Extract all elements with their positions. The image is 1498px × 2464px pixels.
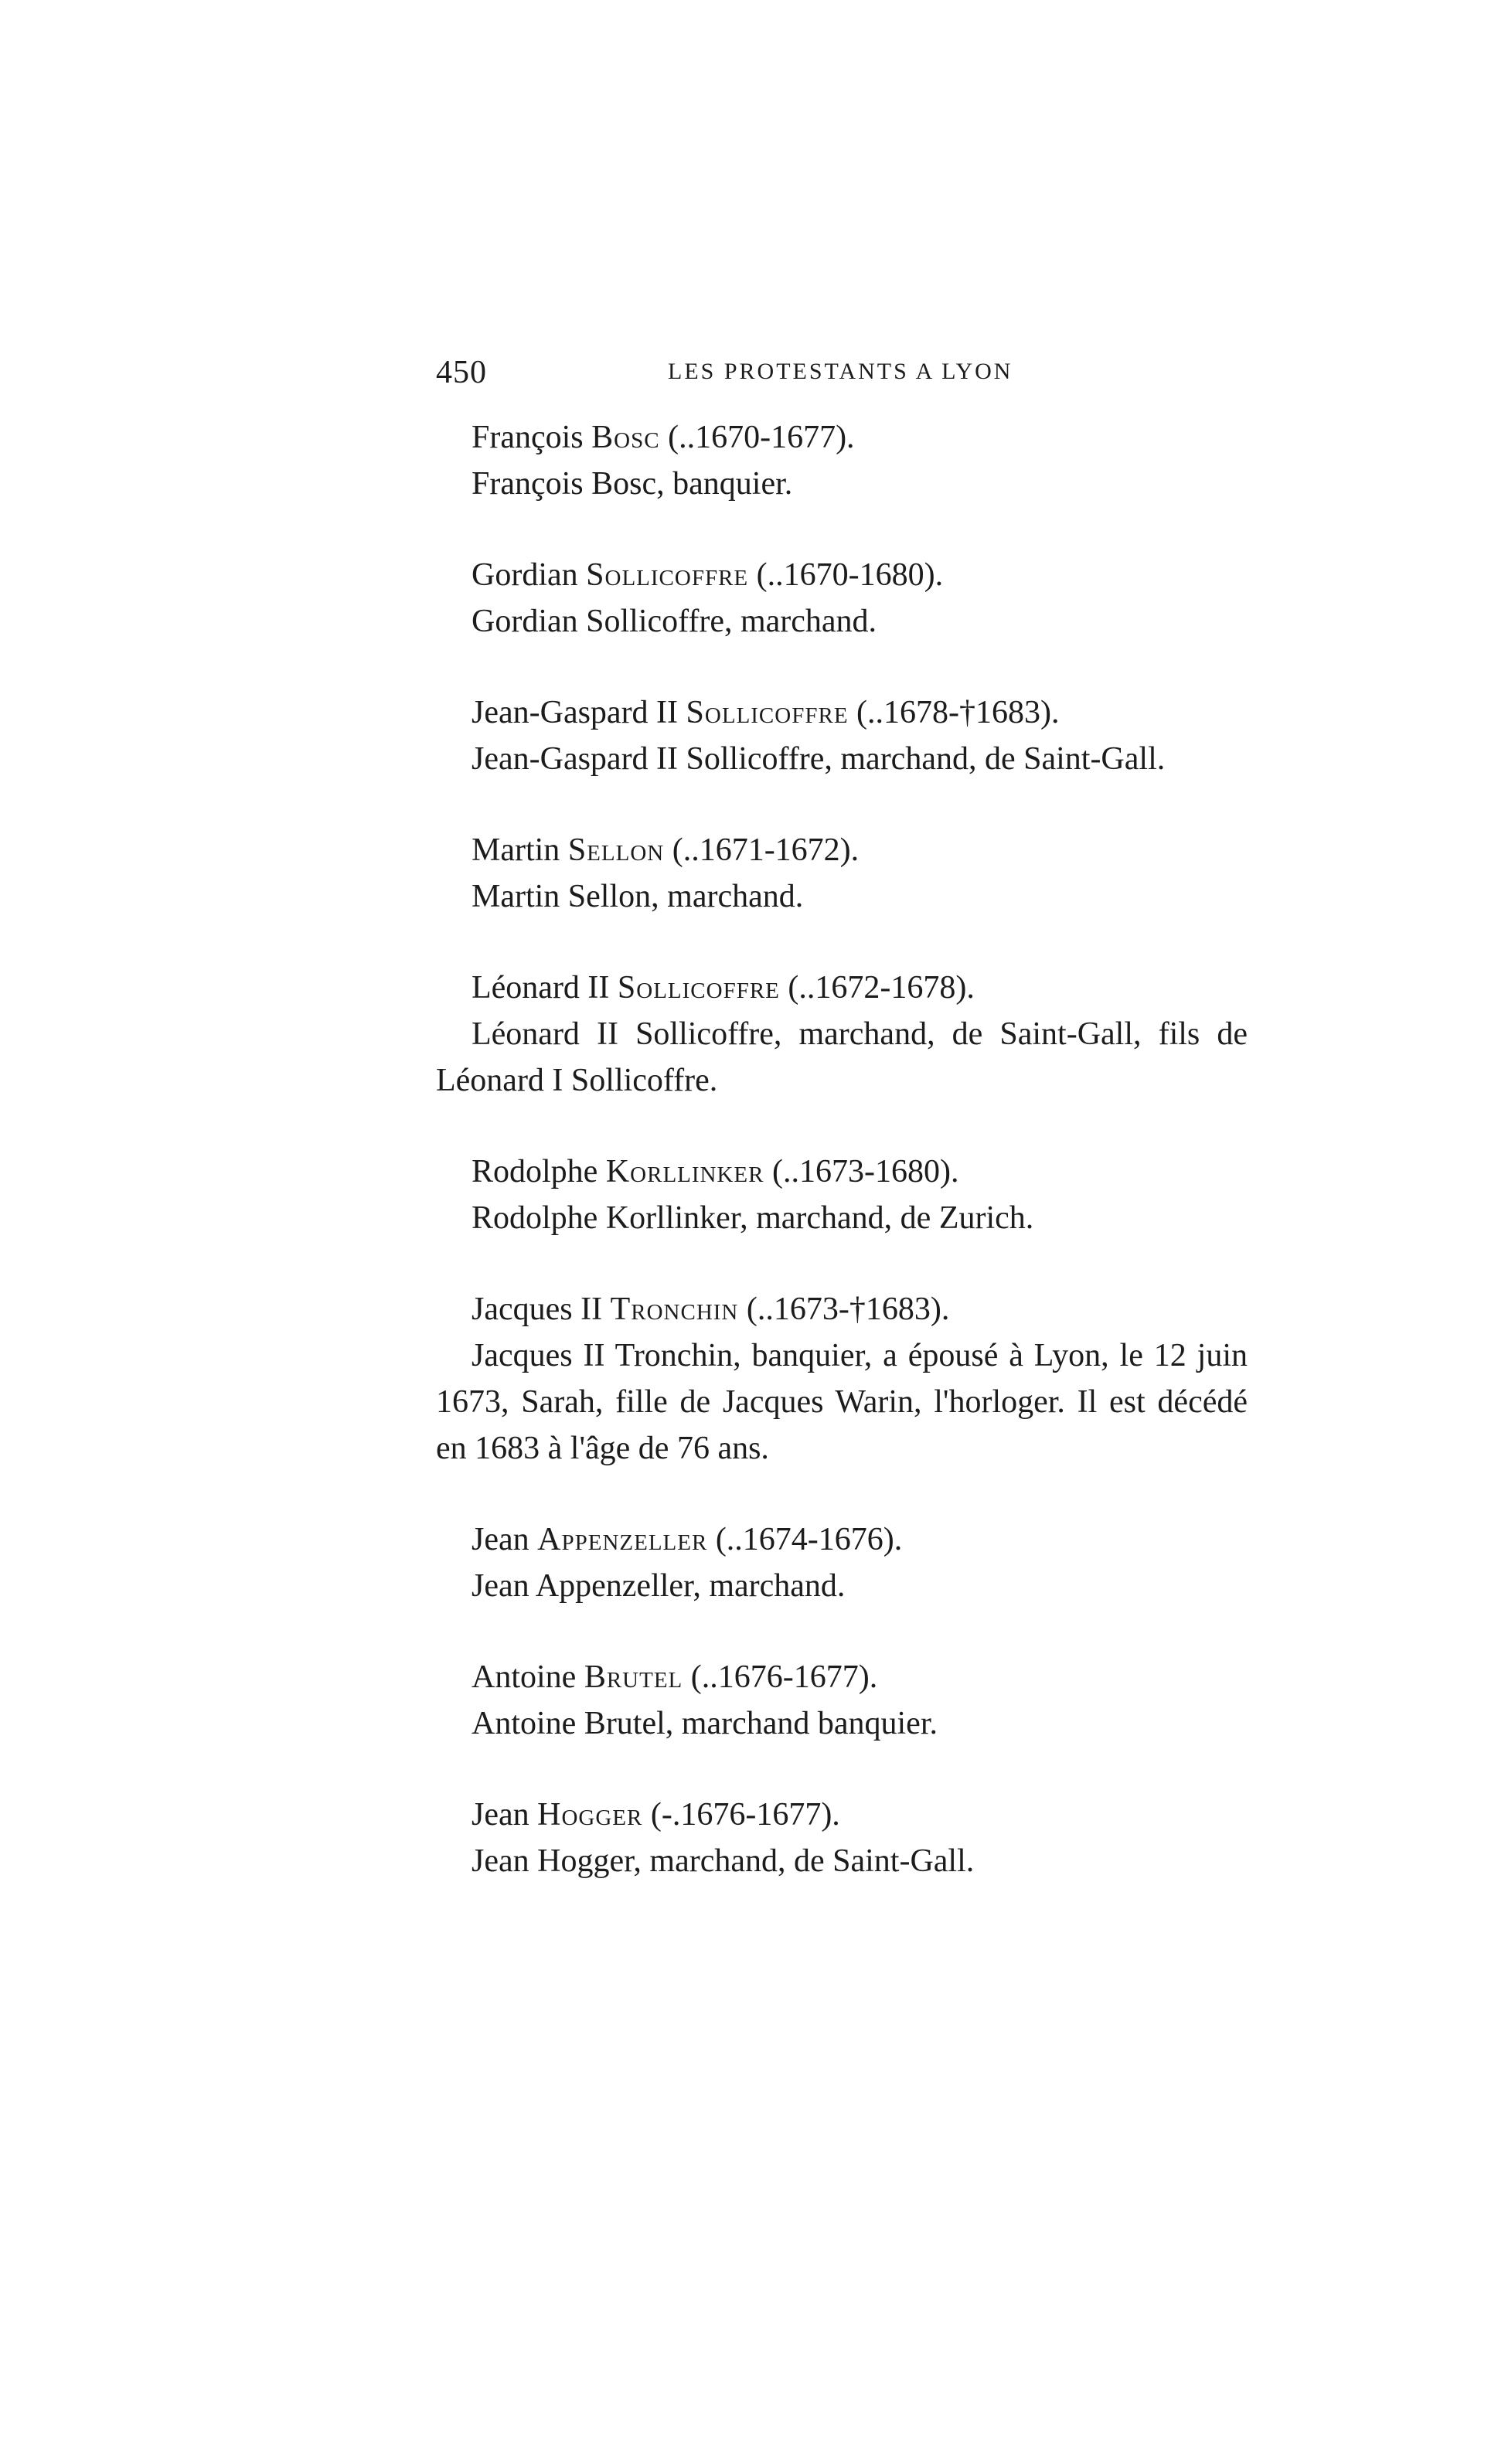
entry-heading (436, 1286, 1248, 1332)
entry-appenzeller (436, 1516, 1248, 1609)
given-name: Martin (472, 832, 560, 868)
entry-leonard-sollicoffre (436, 965, 1248, 1104)
running-title: LES PROTESTANTS A LYON (668, 359, 1013, 384)
surname: Korllinker (605, 1154, 764, 1189)
entry-hogger (436, 1792, 1248, 1884)
given-name: François (472, 420, 584, 455)
entry-heading (436, 827, 1248, 873)
date-range: (..1672-1678). (788, 970, 975, 1006)
date-range: (..1673-1680). (771, 1154, 959, 1189)
entry-description: Martin Sellon, marchand. (472, 879, 804, 914)
date-range: (..1673-†1683). (746, 1292, 950, 1327)
surname: Brutel (584, 1659, 683, 1695)
entry-heading (436, 1654, 1248, 1700)
entry-list (436, 414, 1248, 1929)
entry-sellon (436, 827, 1248, 920)
entry-gordian-sollicoffre (436, 552, 1248, 645)
given-name: Léonard II (472, 970, 610, 1006)
given-name: Jean (472, 1797, 529, 1833)
entry-description: Jacques II Tronchin, banquier, a épousé à Lyon, le 12 juin 1673, Sarah, fille de Jacques Warin, l'horloger. Il est décédé en 1683 à l'âge de 76 ans. (436, 1338, 1248, 1466)
surname: Sollicoffre (586, 557, 749, 593)
given-name: Jacques II (472, 1292, 603, 1327)
surname: Bosc (591, 420, 660, 455)
entry-heading (436, 1149, 1248, 1195)
entry-jean-gaspard-sollicoffre (436, 689, 1248, 782)
given-name: Antoine (472, 1659, 577, 1695)
entry-description: Jean-Gaspard II Sollicoffre, marchand, de Saint-Gall. (472, 741, 1166, 777)
date-range: (..1676-1677). (690, 1659, 878, 1695)
date-range: (..1674-1676). (715, 1522, 903, 1557)
given-name: Jean-Gaspard II (472, 695, 679, 730)
date-range: (..1670-1677). (668, 420, 855, 455)
entry-tronchin (436, 1286, 1248, 1472)
running-head (436, 354, 1248, 400)
entry-korllinker (436, 1149, 1248, 1241)
page-number: 450 (436, 355, 487, 390)
given-name: Gordian (472, 557, 578, 593)
date-range: (..1678-†1683). (856, 695, 1060, 730)
date-range: (-.1676-1677). (650, 1797, 840, 1833)
given-name: Jean (472, 1522, 529, 1557)
given-name: Rodolphe (472, 1154, 598, 1189)
entry-description: Léonard II Sollicoffre, marchand, de Saint-Gall, fils de Léonard I Sollicoffre. (436, 1016, 1248, 1098)
entry-description: Rodolphe Korllinker, marchand, de Zurich. (472, 1200, 1034, 1236)
date-range: (..1671-1672). (672, 832, 860, 868)
entry-description: Antoine Brutel, marchand banquier. (472, 1706, 938, 1741)
entry-heading (436, 414, 1248, 461)
entry-bosc (436, 414, 1248, 507)
entry-heading (436, 965, 1248, 1011)
surname: Hogger (537, 1797, 643, 1833)
surname: Appenzeller (537, 1522, 708, 1557)
surname: Sollicoffre (686, 695, 849, 730)
entry-description: François Bosc, banquier. (472, 466, 793, 502)
date-range: (..1670-1680). (756, 557, 944, 593)
entry-heading (436, 552, 1248, 598)
entry-heading (436, 689, 1248, 736)
entry-description: Jean Hogger, marchand, de Saint-Gall. (472, 1843, 975, 1879)
entry-description: Jean Appenzeller, marchand. (472, 1568, 846, 1604)
surname: Sellon (567, 832, 665, 868)
entry-description: Gordian Sollicoffre, marchand. (472, 604, 877, 639)
entry-heading (436, 1792, 1248, 1838)
surname: Tronchin (610, 1292, 739, 1327)
surname: Sollicoffre (617, 970, 780, 1006)
entry-heading (436, 1516, 1248, 1563)
entry-brutel (436, 1654, 1248, 1747)
